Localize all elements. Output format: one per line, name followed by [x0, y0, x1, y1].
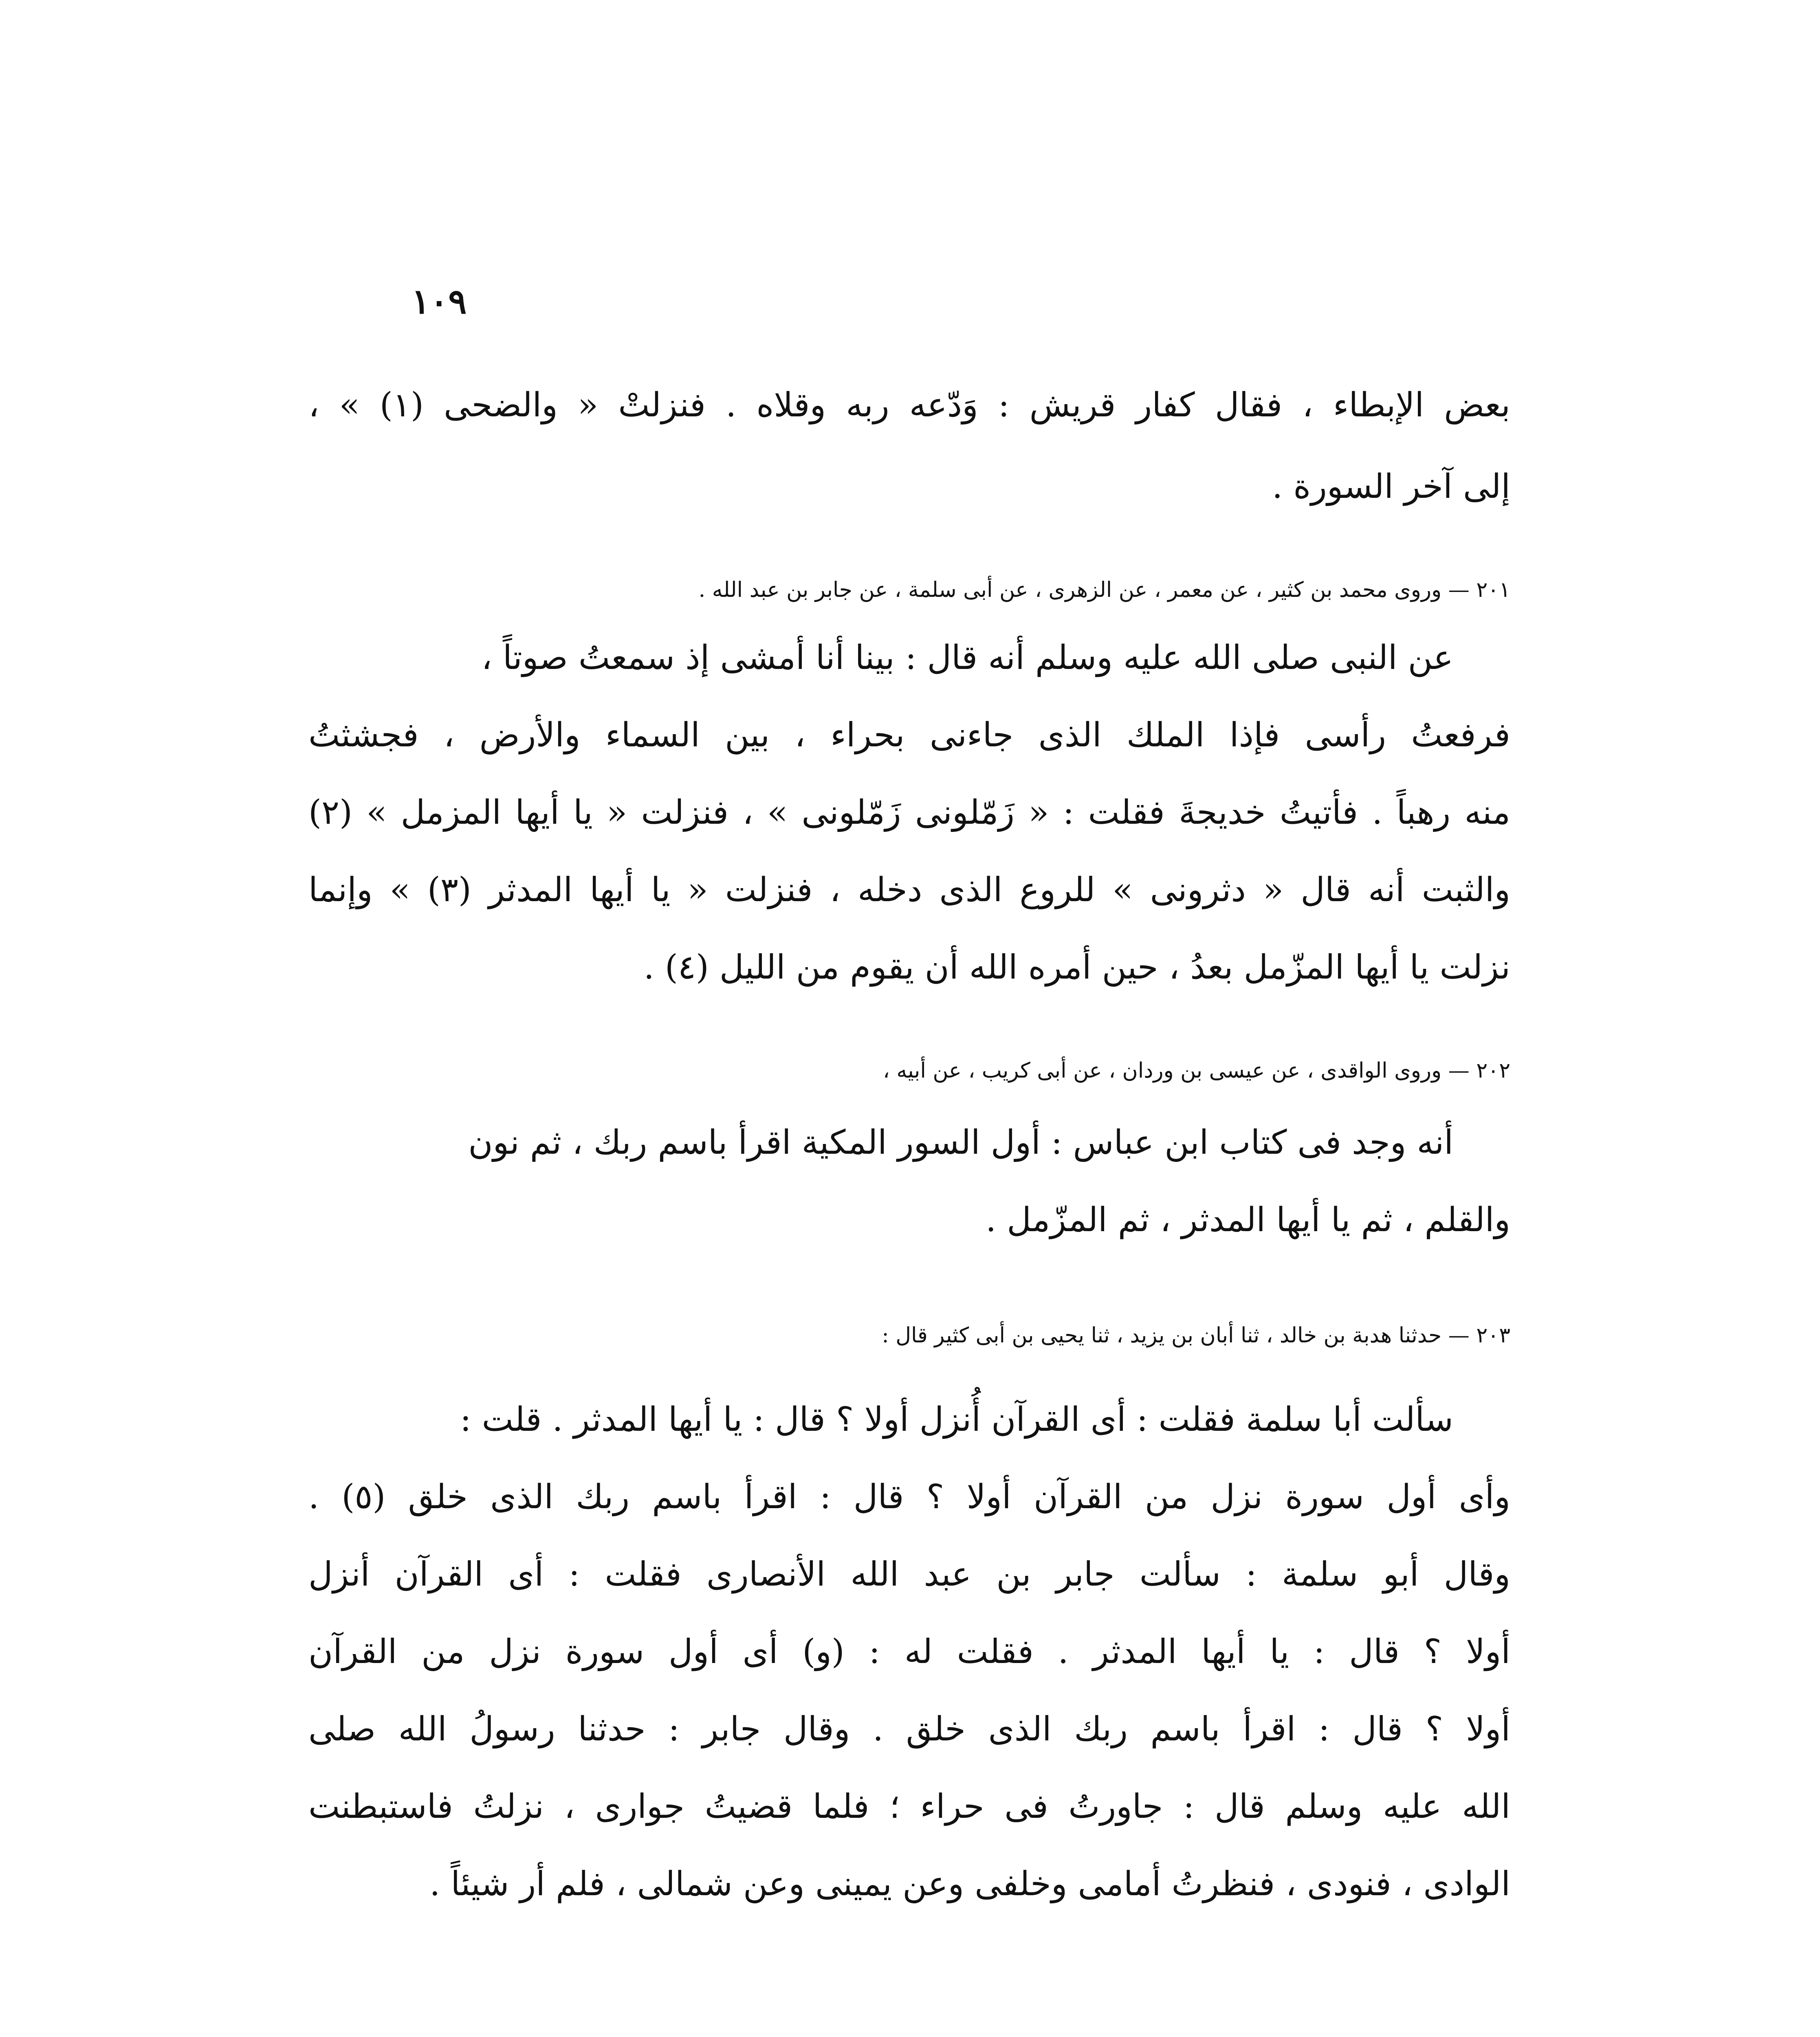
section-203-line-3: وقال أبو سلمة : سألت جابر بن عبد الله الأنصارى فقلت : أى القرآن أنزل — [308, 1555, 1510, 1594]
opening-line-2: إلى آخر السورة . — [1272, 467, 1510, 506]
section-203-line-6: الله عليه وسلم قال : جاورتُ فى حراء ؛ فلما قضيتُ جوارى ، نزلتُ فاستبطنت — [308, 1787, 1510, 1826]
section-203-line-4: أولا ؟ قال : يا أيها المدثر . فقلت له : (و) أى أول سورة نزل من القرآن — [308, 1632, 1510, 1671]
isnad-203: ٢٠٣ — حدثنا هدبة بن خالد ، ثنا أبان بن يزيد ، ثنا يحيى بن أبى كثير قال : — [882, 1323, 1510, 1348]
section-203-line-7: الوادى ، فنودى ، فنظرتُ أمامى وخلفى وعن يمينى وعن شمالى ، فلم أر شيئاً . — [429, 1865, 1510, 1903]
page-number: ١٠٩ — [412, 281, 467, 321]
section-203-line-1: سألت أبا سلمة فقلت : أى القرآن أُنزل أولا ؟ قال : يا أيها المدثر . قلت : — [460, 1400, 1453, 1439]
section-201-line-2: فرفعتُ رأسى فإذا الملك الذى جاءنى بحراء ، بين السماء والأرض ، فجشثتُ — [308, 716, 1510, 755]
opening-line-1: بعض الإبطاء ، فقال كفار قريش : وَدّعه ربه وقلاه . فنزلتْ « والضحى (١) » ، — [308, 386, 1510, 425]
section-201-line-1: عن النبى صلى الله عليه وسلم أنه قال : بينا أنا أمشى إذ سمعتُ صوتاً ، — [481, 638, 1453, 677]
section-202-line-1: أنه وجد فى كتاب ابن عباس : أول السور المكية اقرأ باسم ربك ، ثم نون — [468, 1123, 1453, 1162]
section-203-line-5: أولا ؟ قال : اقرأ باسم ربك الذى خلق . وقال جابر : حدثنا رسولُ الله صلى — [308, 1710, 1510, 1749]
section-201-line-3: منه رهباً . فأتيتُ خديجةَ فقلت : « زَمّلونى زَمّلونى » ، فنزلت « يا أيها المزمل » (٢) — [308, 793, 1510, 832]
section-201-line-4: والثبت أنه قال « دثرونى » للروع الذى دخله ، فنزلت « يا أيها المدثر (٣) » وإنما — [308, 871, 1510, 909]
section-202-line-2: والقلم ، ثم يا أيها المدثر ، ثم المزّمل . — [986, 1201, 1510, 1239]
section-203-line-2: وأى أول سورة نزل من القرآن أولا ؟ قال : اقرأ باسم ربك الذى خلق (٥) . — [308, 1478, 1511, 1516]
isnad-202: ٢٠٢ — وروى الواقدى ، عن عيسى بن وردان ، عن أبى كريب ، عن أبيه ، — [883, 1058, 1510, 1083]
section-201-line-5: نزلت يا أيها المزّمل بعدُ ، حين أمره الله أن يقوم من الليل (٤) . — [643, 948, 1510, 987]
isnad-201: ٢٠١ — وروى محمد بن كثير ، عن معمر ، عن الزهرى ، عن أبى سلمة ، عن جابر بن عبد الله . — [698, 578, 1510, 602]
